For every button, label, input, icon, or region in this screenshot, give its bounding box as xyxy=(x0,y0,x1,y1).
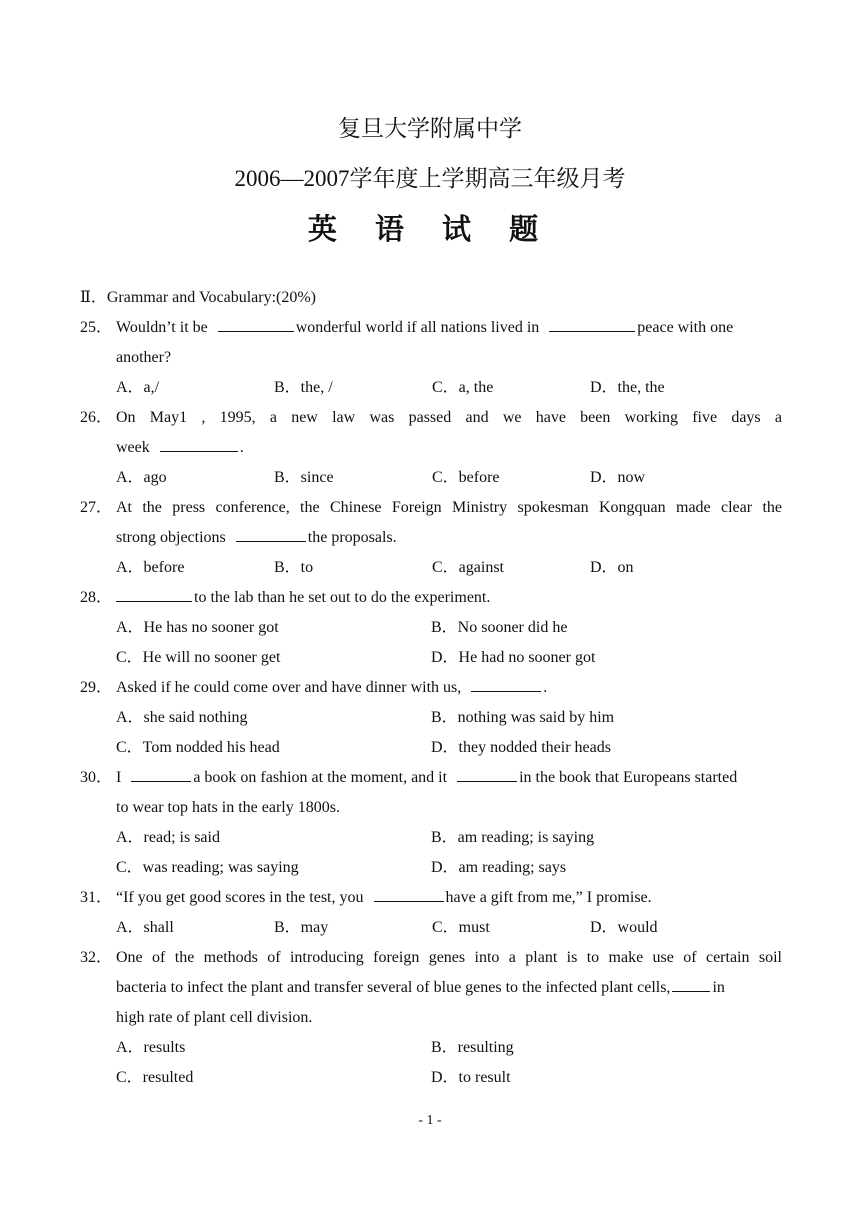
question-text-cont: high rate of plant cell division. xyxy=(116,1009,313,1026)
question-30 xyxy=(80,763,782,793)
options-row xyxy=(80,853,782,883)
text-fragment: . xyxy=(543,679,548,696)
question-number: 30． xyxy=(80,769,113,786)
question-number: 29． xyxy=(80,679,113,696)
option-c: C．Tom nodded his head xyxy=(116,739,280,756)
option-c: C．He will no sooner get xyxy=(116,649,281,666)
option-a: A．results xyxy=(116,1039,186,1056)
text-fragment: Asked if he could come over and have dinner with us, xyxy=(116,679,462,696)
question-text-cont xyxy=(80,433,782,463)
question-text xyxy=(116,673,782,703)
options-row xyxy=(80,613,782,643)
option-b: B．nothing was said by him xyxy=(431,709,615,726)
question-text-cont: to wear top hats in the early 1800s. xyxy=(116,799,340,816)
answer-blank xyxy=(236,523,306,542)
option-b: B．No sooner did he xyxy=(431,619,568,636)
text-fragment: “If you get good scores in the test, you xyxy=(116,889,364,906)
option-c: C．a, the xyxy=(432,379,494,396)
text-fragment: the proposals. xyxy=(307,529,397,546)
options-row xyxy=(80,1063,782,1093)
option-c: C．was reading; was saying xyxy=(116,859,299,876)
option-d: D．He had no sooner got xyxy=(431,649,596,666)
options-row xyxy=(80,913,782,943)
question-number: 31． xyxy=(80,889,113,906)
option-b: B．am reading; is saying xyxy=(431,829,595,846)
answer-blank xyxy=(457,763,517,782)
answer-blank xyxy=(672,973,710,992)
question-text-cont: another? xyxy=(116,349,172,366)
answer-blank xyxy=(160,433,238,452)
text-fragment: wonderful world if all nations lived in xyxy=(295,319,540,336)
question-text: On May1 , 1995, a new law was passed and we have been working five days a xyxy=(116,409,782,426)
text-fragment: to the lab than he set out to do the experiment. xyxy=(194,589,491,606)
option-c: C．resulted xyxy=(116,1069,194,1086)
question-32 xyxy=(80,943,782,973)
answer-blank xyxy=(471,673,541,692)
option-d: D．to result xyxy=(431,1069,511,1086)
options-row xyxy=(80,703,782,733)
question-text: At the press conference, the Chinese Foreign Ministry spokesman Kongquan made clear the xyxy=(116,499,782,516)
question-number: 32． xyxy=(80,949,113,966)
option-c: C．against xyxy=(432,559,504,576)
text-fragment: a book on fashion at the moment, and it xyxy=(193,769,448,786)
options-row xyxy=(80,733,782,763)
option-a: A．before xyxy=(116,559,185,576)
text-fragment: in the book that Europeans started xyxy=(519,769,738,786)
section-heading: Ⅱ．Grammar and Vocabulary:(20%) xyxy=(80,289,316,306)
answer-blank xyxy=(218,313,294,332)
subject-title: 英 语 试 题 xyxy=(307,212,553,246)
option-d: D．on xyxy=(590,559,634,576)
option-b: B．may xyxy=(274,919,329,936)
option-b: B．the, / xyxy=(274,379,333,396)
exam-title: 2006—2007学年度上学期高三年级月考 xyxy=(234,166,626,191)
question-text xyxy=(116,583,782,613)
school-title: 复旦大学附属中学 xyxy=(338,116,522,141)
options-row xyxy=(80,463,782,493)
option-d: D．now xyxy=(590,469,646,486)
question-25 xyxy=(80,313,782,343)
question-text-cont xyxy=(80,523,782,553)
question-text xyxy=(116,763,782,793)
question-number: 25． xyxy=(80,319,113,336)
option-a: A．a,/ xyxy=(116,379,160,396)
question-number: 26． xyxy=(80,409,113,426)
text-fragment: in xyxy=(712,979,725,996)
option-d: D．the, the xyxy=(590,379,665,396)
option-a: A．He has no sooner got xyxy=(116,619,279,636)
question-number: 27． xyxy=(80,499,113,516)
answer-blank xyxy=(131,763,191,782)
option-b: B．since xyxy=(274,469,334,486)
question-text xyxy=(116,313,782,343)
question-26 xyxy=(80,403,782,433)
option-a: A．read; is said xyxy=(116,829,220,846)
question-31 xyxy=(80,883,782,913)
options-row xyxy=(80,1033,782,1063)
question-text-cont xyxy=(80,973,782,1003)
options-row xyxy=(80,373,782,403)
question-number: 28． xyxy=(80,589,113,606)
option-a: A．she said nothing xyxy=(116,709,248,726)
option-a: A．ago xyxy=(116,469,167,486)
option-b: B．resulting xyxy=(431,1039,514,1056)
question-list xyxy=(80,283,782,1093)
text-fragment: bacteria to infect the plant and transfer several of blue genes to the infected plant cells, xyxy=(116,979,671,996)
option-d: D．am reading; says xyxy=(431,859,567,876)
question-29 xyxy=(80,673,782,703)
option-c: C．must xyxy=(432,919,490,936)
options-row xyxy=(80,553,782,583)
text-fragment: week xyxy=(116,439,150,456)
question-text: One of the methods of introducing foreign genes into a plant is to make use of certain soil xyxy=(116,949,782,966)
text-fragment: strong objections xyxy=(116,529,226,546)
text-fragment: Wouldn’t it be xyxy=(116,319,208,336)
question-text xyxy=(116,883,782,913)
text-fragment: . xyxy=(239,439,244,456)
text-fragment: have a gift from me,” I promise. xyxy=(445,889,652,906)
question-27 xyxy=(80,493,782,523)
page-number: - 1 - xyxy=(418,1113,442,1128)
answer-blank xyxy=(374,883,444,902)
text-fragment: peace with one xyxy=(637,319,734,336)
options-row xyxy=(80,643,782,673)
option-c: C．before xyxy=(432,469,500,486)
option-d: D．they nodded their heads xyxy=(431,739,611,756)
text-fragment: I xyxy=(116,769,122,786)
answer-blank xyxy=(549,313,635,332)
option-a: A．shall xyxy=(116,919,174,936)
option-b: B．to xyxy=(274,559,314,576)
option-d: D．would xyxy=(590,919,658,936)
question-28 xyxy=(80,583,782,613)
answer-blank xyxy=(116,583,192,602)
options-row xyxy=(80,823,782,853)
